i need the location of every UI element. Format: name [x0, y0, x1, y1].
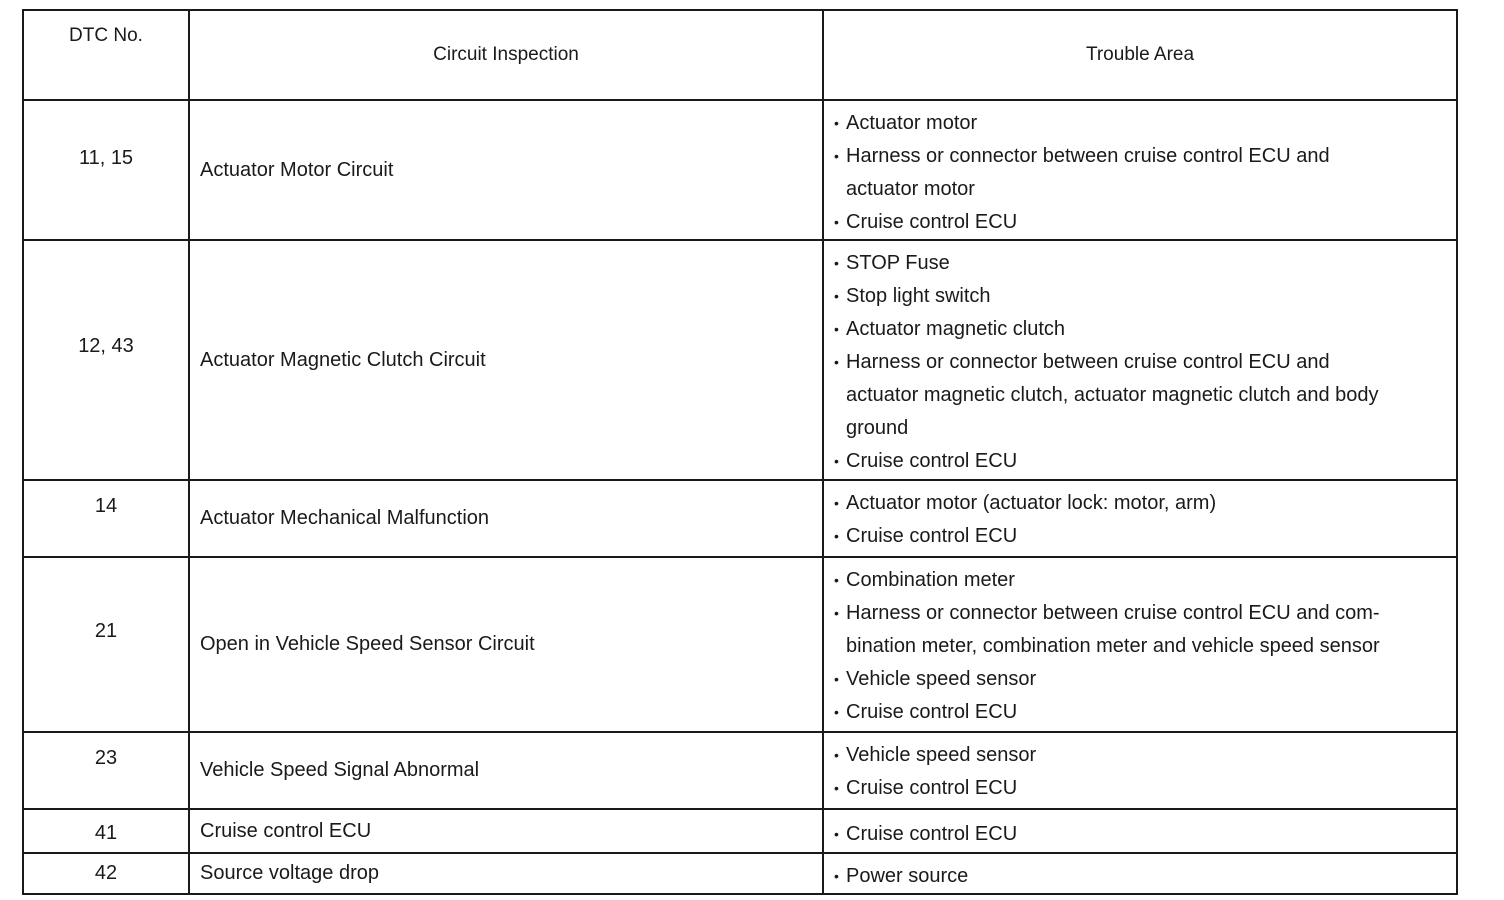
trouble-area-item: • Stop light switch: [834, 280, 1446, 313]
trouble-area: [823, 557, 1457, 732]
header-dtc-no: DTC No.: [23, 10, 189, 100]
dtc-number: 41: [23, 809, 189, 853]
circuit-inspection: Source voltage drop: [189, 853, 823, 894]
trouble-area-list: [834, 247, 1446, 478]
circuit-inspection: Actuator Mechanical Malfunction: [189, 480, 823, 557]
circuit-inspection: Open in Vehicle Speed Sensor Circuit: [189, 557, 823, 732]
table-row: [23, 732, 1457, 809]
table-row: [23, 480, 1457, 557]
trouble-area-item: bination meter, combination meter and vehicle speed sensor: [846, 635, 1380, 657]
dtc-number: 12, 43: [23, 240, 189, 480]
header-circuit-inspection: Circuit Inspection: [189, 10, 823, 100]
trouble-area-list: [834, 860, 1446, 893]
trouble-area-item: • Actuator magnetic clutch: [834, 313, 1446, 346]
trouble-area-item: • STOP Fuse: [834, 247, 1446, 280]
trouble-area-item: • Cruise control ECU: [834, 445, 1446, 478]
trouble-area-item: • Actuator motor (actuator lock: motor, arm): [834, 487, 1446, 520]
trouble-area-item: • Cruise control ECU: [834, 206, 1446, 239]
trouble-area-item: ground: [846, 417, 909, 439]
trouble-area-item: • Cruise control ECU: [834, 818, 1446, 851]
dtc-number: 21: [23, 557, 189, 732]
header-trouble-area: Trouble Area: [823, 10, 1457, 100]
trouble-area-list: [834, 487, 1446, 553]
trouble-area-list: [834, 564, 1446, 729]
trouble-area: [823, 100, 1457, 240]
table-row: [23, 853, 1457, 894]
table-body: [23, 100, 1457, 894]
trouble-area-item: actuator motor: [846, 178, 975, 200]
circuit-inspection: Cruise control ECU: [189, 809, 823, 853]
trouble-area-item: • Cruise control ECU: [834, 696, 1446, 729]
trouble-area-item: • Vehicle speed sensor: [834, 663, 1446, 696]
trouble-area-list: [834, 818, 1446, 851]
table-row: [23, 240, 1457, 480]
dtc-number: 42: [23, 853, 189, 894]
trouble-area-item: • Harness or connector between cruise control ECU and com-: [834, 597, 1446, 630]
trouble-area: [823, 240, 1457, 480]
trouble-area-item: • Vehicle speed sensor: [834, 739, 1446, 772]
trouble-area: [823, 480, 1457, 557]
table-row: [23, 809, 1457, 853]
trouble-area: [823, 809, 1457, 853]
trouble-area-item: • Cruise control ECU: [834, 772, 1446, 805]
dtc-table: [22, 9, 1458, 895]
dtc-number: 14: [23, 480, 189, 557]
trouble-area-item: • Harness or connector between cruise control ECU and: [834, 346, 1446, 379]
trouble-area-item: actuator magnetic clutch, actuator magnetic clutch and body: [846, 384, 1379, 406]
trouble-area-list: [834, 739, 1446, 805]
trouble-area-item: • Actuator motor: [834, 107, 1446, 140]
table-row: [23, 557, 1457, 732]
trouble-area-item: • Power source: [834, 860, 1446, 893]
dtc-number: 23: [23, 732, 189, 809]
trouble-area-item: • Harness or connector between cruise control ECU and: [834, 140, 1446, 173]
table-row: [23, 100, 1457, 240]
trouble-area-item: • Combination meter: [834, 564, 1446, 597]
circuit-inspection: Actuator Magnetic Clutch Circuit: [189, 240, 823, 480]
trouble-area: [823, 853, 1457, 894]
circuit-inspection: Actuator Motor Circuit: [189, 100, 823, 240]
table-header-row: [23, 10, 1457, 100]
trouble-area-item: • Cruise control ECU: [834, 520, 1446, 553]
trouble-area: [823, 732, 1457, 809]
circuit-inspection: Vehicle Speed Signal Abnormal: [189, 732, 823, 809]
dtc-number: 11, 15: [23, 100, 189, 240]
trouble-area-list: [834, 107, 1446, 239]
